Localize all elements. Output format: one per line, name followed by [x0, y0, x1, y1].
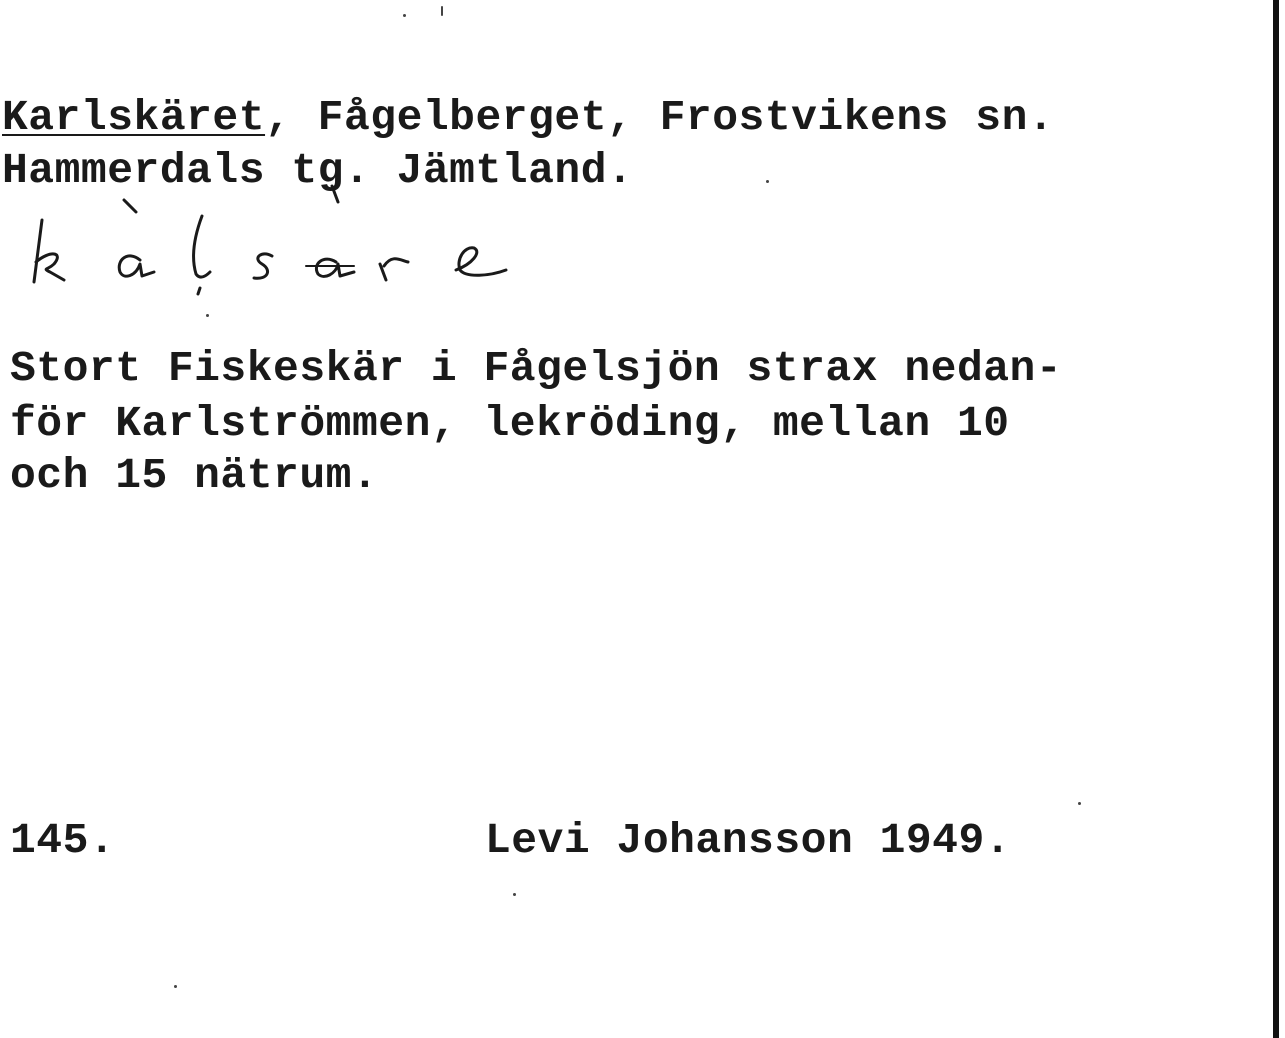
- collector-signature: Levi Johansson 1949.: [485, 816, 1012, 865]
- description-line-1: Stort Fiskeskär i Fågelsjön strax nedan-: [10, 344, 1063, 393]
- scan-speck: [441, 6, 443, 16]
- card-number: 145.: [10, 816, 116, 865]
- heading-line-1: [2, 92, 1054, 144]
- scan-speck: [403, 14, 406, 17]
- scan-speck: [513, 893, 516, 896]
- heading-line-2: Hammerdals tg. Jämtland.: [2, 146, 634, 195]
- scan-speck: [174, 985, 177, 988]
- heading-line-1-rest: , Fågelberget, Frostvikens sn.: [265, 93, 1055, 142]
- card-edge-line: [1273, 0, 1279, 1038]
- handwritten-pronunciation: [20, 180, 540, 300]
- place-name: Karlskäret: [2, 93, 266, 142]
- description-line-2: för Karlströmmen, lekröding, mellan 10: [10, 399, 1010, 448]
- scan-speck: [206, 314, 209, 317]
- scan-speck: [1078, 802, 1081, 805]
- scan-speck: [766, 180, 769, 183]
- description-line-3: och 15 nätrum.: [10, 451, 379, 500]
